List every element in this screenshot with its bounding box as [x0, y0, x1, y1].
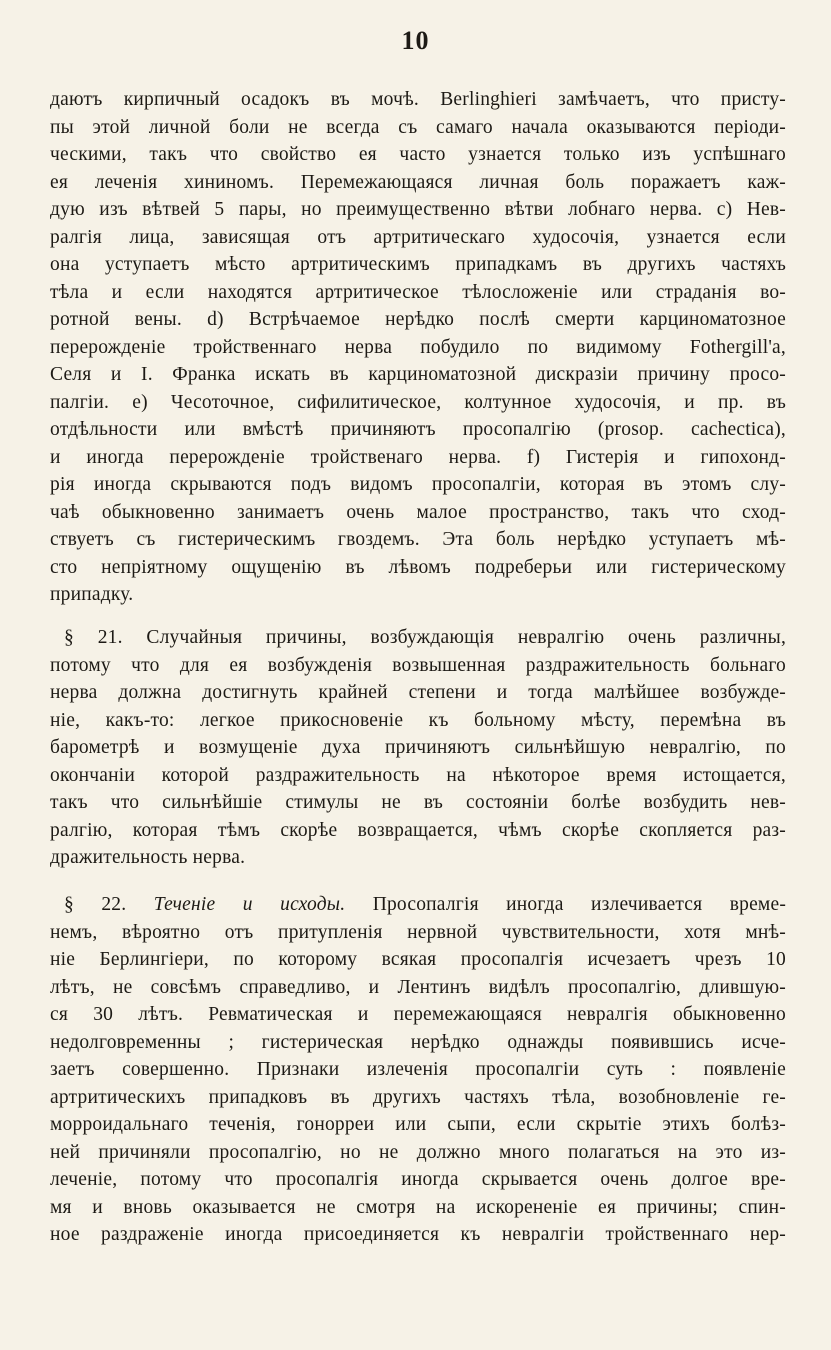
text-run: Случайныя причины, возбуждающія невралгію очень различны, — [146, 627, 787, 648]
text-line-first — [50, 624, 786, 652]
text-line: леченіе, потому что просопалгія иногда скрывается очень долгое вре- — [50, 1169, 786, 1190]
text-run: Просопалгія иногда излечивается време- — [372, 894, 787, 915]
text-line: сто непріятному ощущенію въ лѣвомъ подреберьи или гистерическому — [50, 556, 786, 578]
text-line: Селя и I. Франка искать въ карциноматозной дискразіи причину просо- — [50, 364, 786, 385]
section-heading: Теченіе и исходы. — [153, 894, 346, 915]
text-line: ное раздраженіе иногда присоединяется къ невралгіи тройственнаго нер- — [50, 1224, 786, 1245]
paragraph-1 — [50, 86, 786, 609]
text-line: дражительность нерва. — [50, 847, 246, 868]
text-line: мя и вновь оказывается не смотря на искорененіе ея причины; спин- — [50, 1196, 786, 1218]
text-line: ствуетъ съ гистерическимъ гвоздемъ. Эта боль нерѣдко уступаетъ мѣ- — [50, 529, 786, 550]
text-line: ческими, такъ что свойство ея часто узнается только изъ успѣшнаго — [50, 144, 786, 165]
text-line: нерва должна достигнуть крайней степени и тогда малѣйшее возбужде- — [50, 682, 786, 703]
section-number: § 21. — [64, 627, 123, 648]
text-line: окончаніи которой раздражительность на нѣкоторое время истощается, — [50, 764, 786, 786]
text-line: чаѣ обыкновенно занимаетъ очень малое пространство, такъ что сход- — [50, 501, 786, 523]
text-line: ротной вены. d) Встрѣчаемое нерѣдко послѣ смерти карциноматозное — [50, 309, 786, 330]
text-line: даютъ кирпичный осадокъ въ мочѣ. Berlinghieri замѣчаетъ, что присту- — [50, 89, 786, 110]
text-line: дую изъ вѣтвей 5 пары, но преимущественно вѣтви лобнаго нерва. c) Нев- — [50, 199, 786, 220]
text-line: ніе, какъ-то: легкое прикосновеніе къ больному мѣсту, перемѣна въ — [50, 709, 786, 731]
text-line: она уступаетъ мѣсто артритическимъ припадкамъ въ другихъ частяхъ — [50, 254, 786, 275]
text-line: заетъ совершенно. Признаки излеченія просопалгіи суть : появленіе — [50, 1059, 786, 1080]
text-line: ралгію, которая тѣмъ скорѣе возвращается, чѣмъ скорѣе скопляется раз- — [50, 819, 786, 841]
paragraph-3 — [50, 891, 786, 1249]
text-line: лѣтъ, не совсѣмъ справедливо, и Лентинъ видѣлъ просопалгію, длившую- — [50, 976, 786, 998]
paragraph-2 — [50, 624, 786, 872]
text-line: отдѣльности или вмѣстѣ причиняютъ просопалгію (prosop. cachectica), — [50, 419, 786, 440]
text-line: такъ что сильнѣйшіе стимулы не въ состояніи болѣе возбудить нев- — [50, 792, 786, 813]
text-line: морроидальнаго теченія, гонорреи или сыпи, если скрытіе этихъ болѣз- — [50, 1114, 786, 1135]
text-line: ней причиняли просопалгію, но не должно много полагаться на это из- — [50, 1141, 786, 1163]
text-line: немъ, вѣроятно отъ притупленія нервной чувствительности, хотя мнѣ- — [50, 921, 786, 943]
text-line: пы этой личной боли не всегда съ самаго начала оказываются періоди- — [50, 116, 786, 138]
text-line: припадку. — [50, 584, 134, 605]
text-line: палгіи. e) Чесоточное, сифилитическое, колтунное худосочія, и пр. въ — [50, 391, 786, 413]
text-line: барометрѣ и возмущеніе духа причиняютъ сильнѣйшую невралгію, по — [50, 737, 786, 758]
text-line: недолговременны ; гистерическая нерѣдко однажды появившись исче- — [50, 1031, 786, 1053]
text-line-first — [50, 891, 786, 919]
text-line: тѣла и если находятся артритическое тѣлосложеніе или страданія во- — [50, 281, 786, 303]
text-line: ея леченія хининомъ. Перемежающаяся личная боль поражаетъ каж- — [50, 171, 786, 193]
page-number: 10 — [401, 26, 430, 55]
text-line: перерожденіе тройственнаго нерва побудило по видимому Fothergill'a, — [50, 336, 786, 358]
section-number: § 22. — [64, 894, 127, 915]
text-line: потому что для ея возбужденія возвышенная раздражительность больнаго — [50, 654, 786, 676]
text-line: ся 30 лѣтъ. Ревматическая и перемежающаяся невралгія обыкновенно — [50, 1004, 786, 1025]
text-line: рія иногда скрываются подъ видомъ просопалгіи, которая въ этомъ слу- — [50, 474, 786, 495]
text-line: ралгія лица, зависящая отъ артритическаго худосочія, узнается если — [50, 226, 786, 248]
text-line: и иногда перерожденіе тройственаго нерва. f) Гистерія и гипохонд- — [50, 446, 786, 468]
text-line: ніе Берлингіери, по которому всякая просопалгія исчезаетъ чрезъ 10 — [50, 949, 786, 970]
text-line: артритическихъ припадковъ въ другихъ частяхъ тѣла, возобновленіе ге- — [50, 1086, 786, 1108]
